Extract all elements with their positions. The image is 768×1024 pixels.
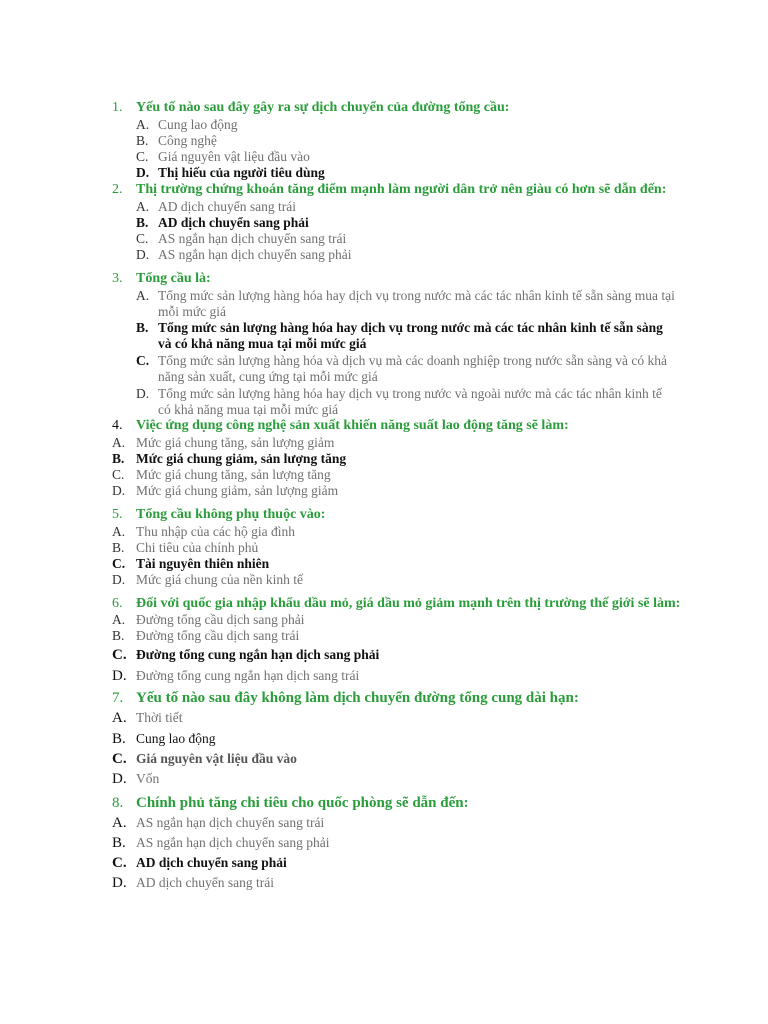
option-8d bbox=[112, 875, 696, 891]
option-2a bbox=[136, 199, 718, 215]
option-letter: A. bbox=[112, 524, 126, 539]
option-2c bbox=[136, 231, 718, 247]
question-7 bbox=[112, 690, 712, 706]
option-1b bbox=[136, 133, 718, 149]
option-letter: B. bbox=[112, 540, 125, 555]
option-letter: A. bbox=[112, 710, 127, 726]
option-text: Cung lao động bbox=[158, 117, 238, 132]
option-text: Mức giá chung tăng, sản lượng tăng bbox=[136, 467, 331, 482]
option-6b bbox=[112, 628, 696, 644]
question-number: 8. bbox=[112, 795, 124, 811]
option-3a bbox=[136, 288, 678, 320]
option-letter: C. bbox=[136, 149, 149, 164]
question-8 bbox=[112, 795, 712, 811]
option-text: AS ngắn hạn dịch chuyển sang trái bbox=[158, 231, 347, 246]
option-4a bbox=[112, 435, 696, 451]
option-4b-answer bbox=[112, 451, 696, 467]
option-letter: B. bbox=[112, 835, 126, 851]
option-1d-answer bbox=[136, 165, 718, 181]
option-letter: D. bbox=[112, 572, 126, 587]
question-6 bbox=[112, 596, 712, 612]
option-letter: A. bbox=[136, 288, 150, 303]
option-letter: C. bbox=[112, 556, 126, 571]
option-letter: D. bbox=[136, 386, 150, 401]
question-3 bbox=[112, 271, 712, 287]
option-5d bbox=[112, 572, 696, 588]
option-text: AS ngắn hạn dịch chuyển sang phải bbox=[136, 835, 330, 850]
option-letter: D. bbox=[136, 165, 150, 180]
option-3d bbox=[136, 386, 678, 418]
option-text: Thu nhập của các hộ gia đình bbox=[136, 524, 295, 539]
option-text: Mức giá chung giảm, sản lượng tăng bbox=[136, 451, 347, 466]
question-number: 7. bbox=[112, 690, 124, 706]
option-1a bbox=[136, 117, 718, 133]
option-letter: D. bbox=[112, 771, 127, 787]
option-letter: A. bbox=[112, 435, 126, 450]
option-text: Đường tổng cung ngắn hạn dịch sang trái bbox=[136, 668, 360, 683]
option-letter: B. bbox=[136, 133, 149, 148]
option-text: Vốn bbox=[136, 771, 160, 786]
option-text: Mức giá chung của nền kinh tế bbox=[136, 572, 304, 587]
option-3b-answer bbox=[136, 320, 678, 352]
option-letter: C. bbox=[112, 467, 125, 482]
option-7d bbox=[112, 771, 696, 787]
option-7c-answer bbox=[112, 751, 696, 767]
option-letter: C. bbox=[136, 231, 149, 246]
option-text: Đường tổng cầu dịch sang trái bbox=[136, 628, 300, 643]
option-letter: B. bbox=[136, 215, 149, 230]
option-text: Tổng mức sản lượng hàng hóa hay dịch vụ trong nước mà các tác nhân kinh tế sẵn sàng và có khả năng mua tại mỗi mức giá bbox=[158, 320, 663, 351]
question-text: Việc ứng dụng công nghệ sản xuất khiến năng suất lao động tăng sẽ làm: bbox=[136, 418, 569, 433]
option-text: Giá nguyên vật liệu đầu vào bbox=[158, 149, 310, 164]
option-5c-answer bbox=[112, 556, 696, 572]
option-letter: D. bbox=[112, 483, 126, 498]
question-4 bbox=[112, 418, 712, 434]
question-text: Tổng cầu không phụ thuộc vào: bbox=[136, 507, 326, 522]
option-letter: C. bbox=[136, 353, 150, 368]
option-text: Tổng mức sản lượng hàng hóa hay dịch vụ trong nước và ngoài nước mà các tác nhân kinh tế có khả năng mua tại mỗi mức giá bbox=[158, 386, 662, 417]
option-text: AD dịch chuyển sang trái bbox=[136, 875, 274, 890]
option-5b bbox=[112, 540, 696, 556]
option-text: AD dịch chuyển sang phải bbox=[136, 855, 287, 870]
question-text: Thị trường chứng khoán tăng điểm mạnh làm người dân trở nên giàu có hơn sẽ dẫn đến: bbox=[136, 182, 667, 197]
option-4d bbox=[112, 483, 696, 499]
option-text: Tài nguyên thiên nhiên bbox=[136, 556, 270, 571]
option-6c-answer bbox=[112, 647, 696, 663]
option-letter: B. bbox=[112, 451, 125, 466]
option-letter: A. bbox=[136, 199, 150, 214]
option-text: Mức giá chung tăng, sản lượng giảm bbox=[136, 435, 335, 450]
option-8b bbox=[112, 835, 696, 851]
question-text: Tổng cầu là: bbox=[136, 271, 211, 286]
option-6d bbox=[112, 668, 696, 684]
option-text: Chi tiêu của chính phủ bbox=[136, 540, 259, 555]
option-text: AS ngắn hạn dịch chuyển sang trái bbox=[136, 815, 325, 830]
option-text: Giá nguyên vật liệu đầu vào bbox=[136, 751, 297, 766]
option-text: Thị hiếu của người tiêu dùng bbox=[158, 165, 325, 180]
option-letter: A. bbox=[136, 117, 150, 132]
option-5a bbox=[112, 524, 696, 540]
option-text: AS ngắn hạn dịch chuyển sang phải bbox=[158, 247, 352, 262]
option-letter: B. bbox=[112, 731, 126, 747]
option-text: Thời tiết bbox=[136, 710, 183, 725]
option-7a bbox=[112, 710, 696, 726]
option-1c bbox=[136, 149, 718, 165]
option-letter: D. bbox=[136, 247, 150, 262]
question-number: 6. bbox=[112, 596, 123, 611]
option-letter: D. bbox=[112, 668, 127, 684]
option-letter: C. bbox=[112, 855, 127, 871]
option-letter: B. bbox=[112, 628, 125, 643]
option-8c-answer bbox=[112, 855, 696, 871]
option-letter: A. bbox=[112, 612, 126, 627]
option-letter: B. bbox=[136, 320, 149, 335]
question-text: Đối với quốc gia nhập khẩu dầu mỏ, giá dầu mỏ giảm mạnh trên thị trường thế giới sẽ làm: bbox=[136, 596, 681, 611]
option-text: Mức giá chung giảm, sản lượng giảm bbox=[136, 483, 339, 498]
option-letter: C. bbox=[112, 647, 127, 663]
option-letter: C. bbox=[112, 751, 127, 767]
option-letter: D. bbox=[112, 875, 127, 891]
option-text: Tổng mức sản lượng hàng hóa hay dịch vụ trong nước mà các tác nhân kinh tế sẵn sàng mua tại mỗi mức giá bbox=[158, 288, 675, 319]
option-text: Tổng mức sản lượng hàng hóa và dịch vụ mà các doanh nghiệp trong nước sẵn sàng và có khả năng sản xuất, cung ứng tại mỗi mức giá bbox=[158, 353, 667, 384]
option-text: AD dịch chuyển sang trái bbox=[158, 199, 296, 214]
question-number: 5. bbox=[112, 507, 123, 522]
option-2b-answer bbox=[136, 215, 718, 231]
option-8a bbox=[112, 815, 696, 831]
question-text: Yếu tố nào sau đây gây ra sự dịch chuyển của đường tổng cầu: bbox=[136, 100, 510, 115]
option-4c bbox=[112, 467, 696, 483]
option-3c bbox=[136, 353, 678, 385]
option-7b bbox=[112, 731, 696, 747]
option-2d bbox=[136, 247, 718, 263]
question-number: 3. bbox=[112, 271, 123, 286]
question-text: Yếu tố nào sau đây không làm dịch chuyển đường tổng cung dài hạn: bbox=[136, 690, 579, 706]
question-5 bbox=[112, 507, 712, 523]
option-letter: A. bbox=[112, 815, 127, 831]
option-text: AD dịch chuyển sang phải bbox=[158, 215, 309, 230]
question-number: 4. bbox=[112, 418, 123, 433]
option-6a bbox=[112, 612, 696, 628]
option-text: Công nghệ bbox=[158, 133, 217, 148]
question-text: Chính phủ tăng chi tiêu cho quốc phòng sẽ dẫn đến: bbox=[136, 795, 469, 811]
question-number: 1. bbox=[112, 100, 123, 115]
question-1 bbox=[112, 100, 712, 116]
question-number: 2. bbox=[112, 182, 123, 197]
option-text: Đường tổng cung ngắn hạn dịch sang phải bbox=[136, 647, 380, 662]
question-2 bbox=[112, 182, 712, 198]
option-text: Đường tổng cầu dịch sang phải bbox=[136, 612, 305, 627]
option-text: Cung lao động bbox=[136, 731, 216, 746]
